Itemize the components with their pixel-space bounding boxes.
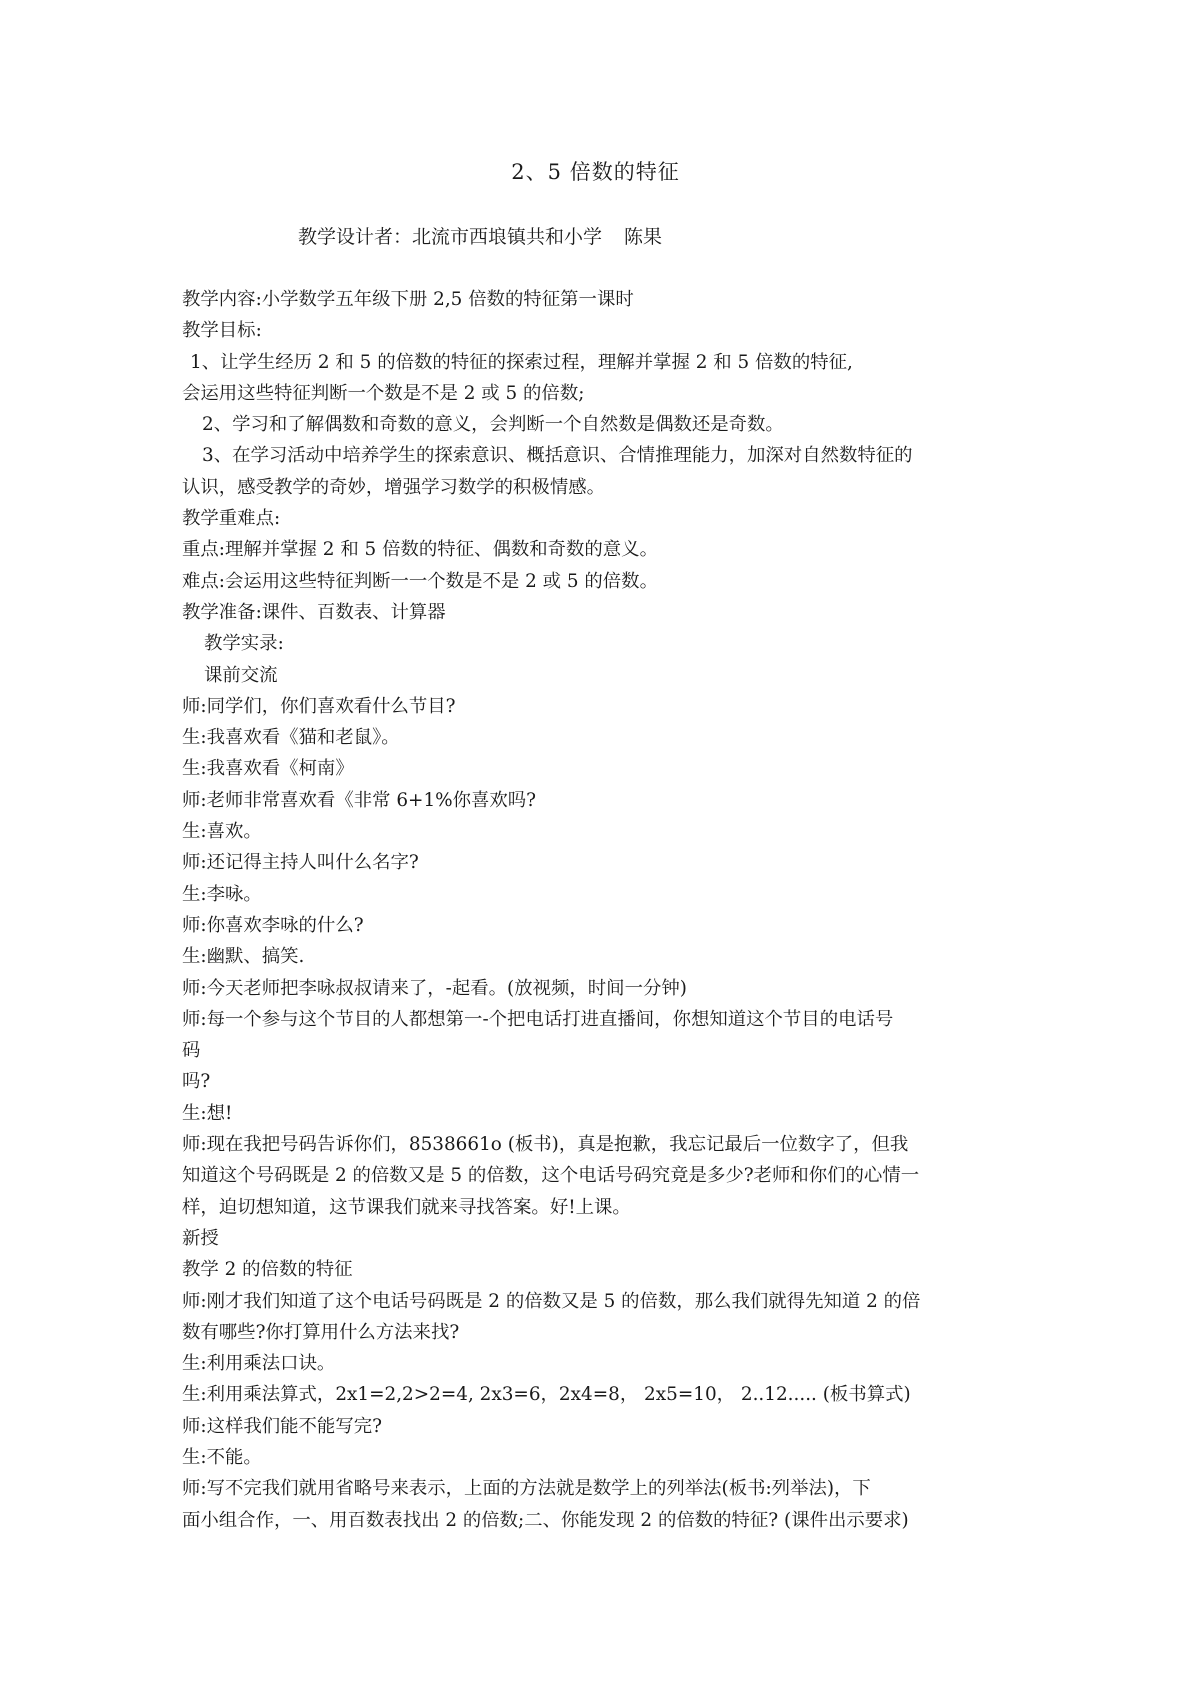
paragraph-line: 会运用这些特征判断一个数是不是 2 或 5 的倍数;: [182, 382, 585, 404]
paragraph-line: 师:现在我把号码告诉你们，8538661o (板书)，真是抱歉，我忘记最后一位数字了，但我: [182, 1134, 909, 1156]
paragraph-line: 师:你喜欢李咏的什么?: [182, 914, 364, 936]
paragraph-line: 面小组合作，一、用百数表找出 2 的倍数;二、你能发现 2 的倍数的特征? (课件出示要求): [182, 1509, 909, 1531]
paragraph-line: 重点:理解并掌握 2 和 5 倍数的特征、偶数和奇数的意义。: [182, 539, 658, 561]
paragraph-line: 3、在学习活动中培养学生的探索意识、概括意识、合情推理能力，加深对自然数特征的: [202, 445, 913, 467]
paragraph-line: 师:每一个参与这个节目的人都想第一-个把电话打进直播间，你想知道这个节目的电话号: [182, 1008, 894, 1030]
paragraph-line: 生:喜欢。: [182, 821, 262, 843]
paragraph-line: 课前交流: [204, 664, 278, 686]
paragraph-line: 师:同学们，你们喜欢看什么节目?: [182, 695, 456, 717]
paragraph-line: 生:想!: [182, 1102, 233, 1124]
paragraph-line: 难点:会运用这些特征判断一一个数是不是 2 或 5 的倍数。: [182, 570, 658, 592]
paragraph-line: 教学实录:: [204, 633, 284, 655]
paragraph-line: 新授: [182, 1227, 219, 1249]
paragraph-line: 生:我喜欢看《柯南》: [182, 758, 354, 780]
paragraph-line: 师:写不完我们就用省略号来表示，上面的方法就是数学上的列举法(板书:列举法)，下: [182, 1478, 871, 1500]
paragraph-line: 生:利用乘法口诀。: [182, 1353, 336, 1375]
paragraph-line: 教学 2 的倍数的特征: [182, 1259, 353, 1281]
paragraph-line: 师:今天老师把李咏叔叔请来了，-起看。(放视频，时间一分钟): [182, 977, 687, 999]
paragraph-line: 生:不能。: [182, 1446, 262, 1468]
paragraph-line: 教学重难点:: [182, 508, 281, 530]
paragraph-line: 师:这样我们能不能写完?: [182, 1415, 382, 1437]
paragraph-line: 数有哪些?你打算用什么方法来找?: [182, 1321, 460, 1343]
author-name: 陈果: [624, 226, 663, 248]
paragraph-line: 2、学习和了解偶数和奇数的意义，会判断一个自然数是偶数还是奇数。: [202, 414, 784, 436]
paragraph-line: 教学内容:小学数学五年级下册 2,5 倍数的特征第一课时: [182, 289, 634, 310]
document-title: 2、5 倍数的特征: [511, 160, 680, 184]
author-line: [298, 222, 662, 252]
paragraph-line: 码: [182, 1040, 201, 1062]
paragraph-line: 认识，感受教学的奇妙，增强学习数学的积极情感。: [182, 476, 605, 498]
paragraph-line: 师:还记得主持人叫什么名字?: [182, 852, 419, 874]
paragraph-line: 教学准备:课件、百数表、计算器: [182, 601, 446, 623]
author-label: 教学设计者：北流市西埌镇共和小学: [298, 226, 603, 248]
paragraph-line: 1、让学生经历 2 和 5 的倍数的特征的探索过程，理解并掌握 2 和 5 倍数的特征,: [190, 351, 853, 373]
paragraph-line: 样，迫切想知道，这节课我们就来寻找答案。好!上课。: [182, 1196, 631, 1218]
paragraph-line: 生:李咏。: [182, 883, 262, 905]
paragraph-line: 师:老师非常喜欢看《非常 6+1%你喜欢吗?: [182, 789, 537, 811]
paragraph-line: 吗?: [182, 1071, 211, 1093]
paragraph-line: 师:刚才我们知道了这个电话号码既是 2 的倍数又是 5 的倍数，那么我们就得先知道 2 的倍: [182, 1290, 921, 1312]
paragraph-line: 生:利用乘法算式，2x1=2,2>2=4, 2x3=6，2x4=8， 2x5=10， 2..12..... (板书算式): [182, 1384, 911, 1406]
paragraph-line: 知道这个号码既是 2 的倍数又是 5 的倍数，这个电话号码究竟是多少?老师和你们的心情一: [182, 1165, 920, 1187]
paragraph-line: 生:我喜欢看《猫和老鼠》。: [182, 727, 400, 749]
document-body: [182, 284, 1022, 1536]
paragraph-line: 教学目标:: [182, 320, 262, 342]
paragraph-line: 生:幽默、搞笑.: [182, 946, 305, 968]
